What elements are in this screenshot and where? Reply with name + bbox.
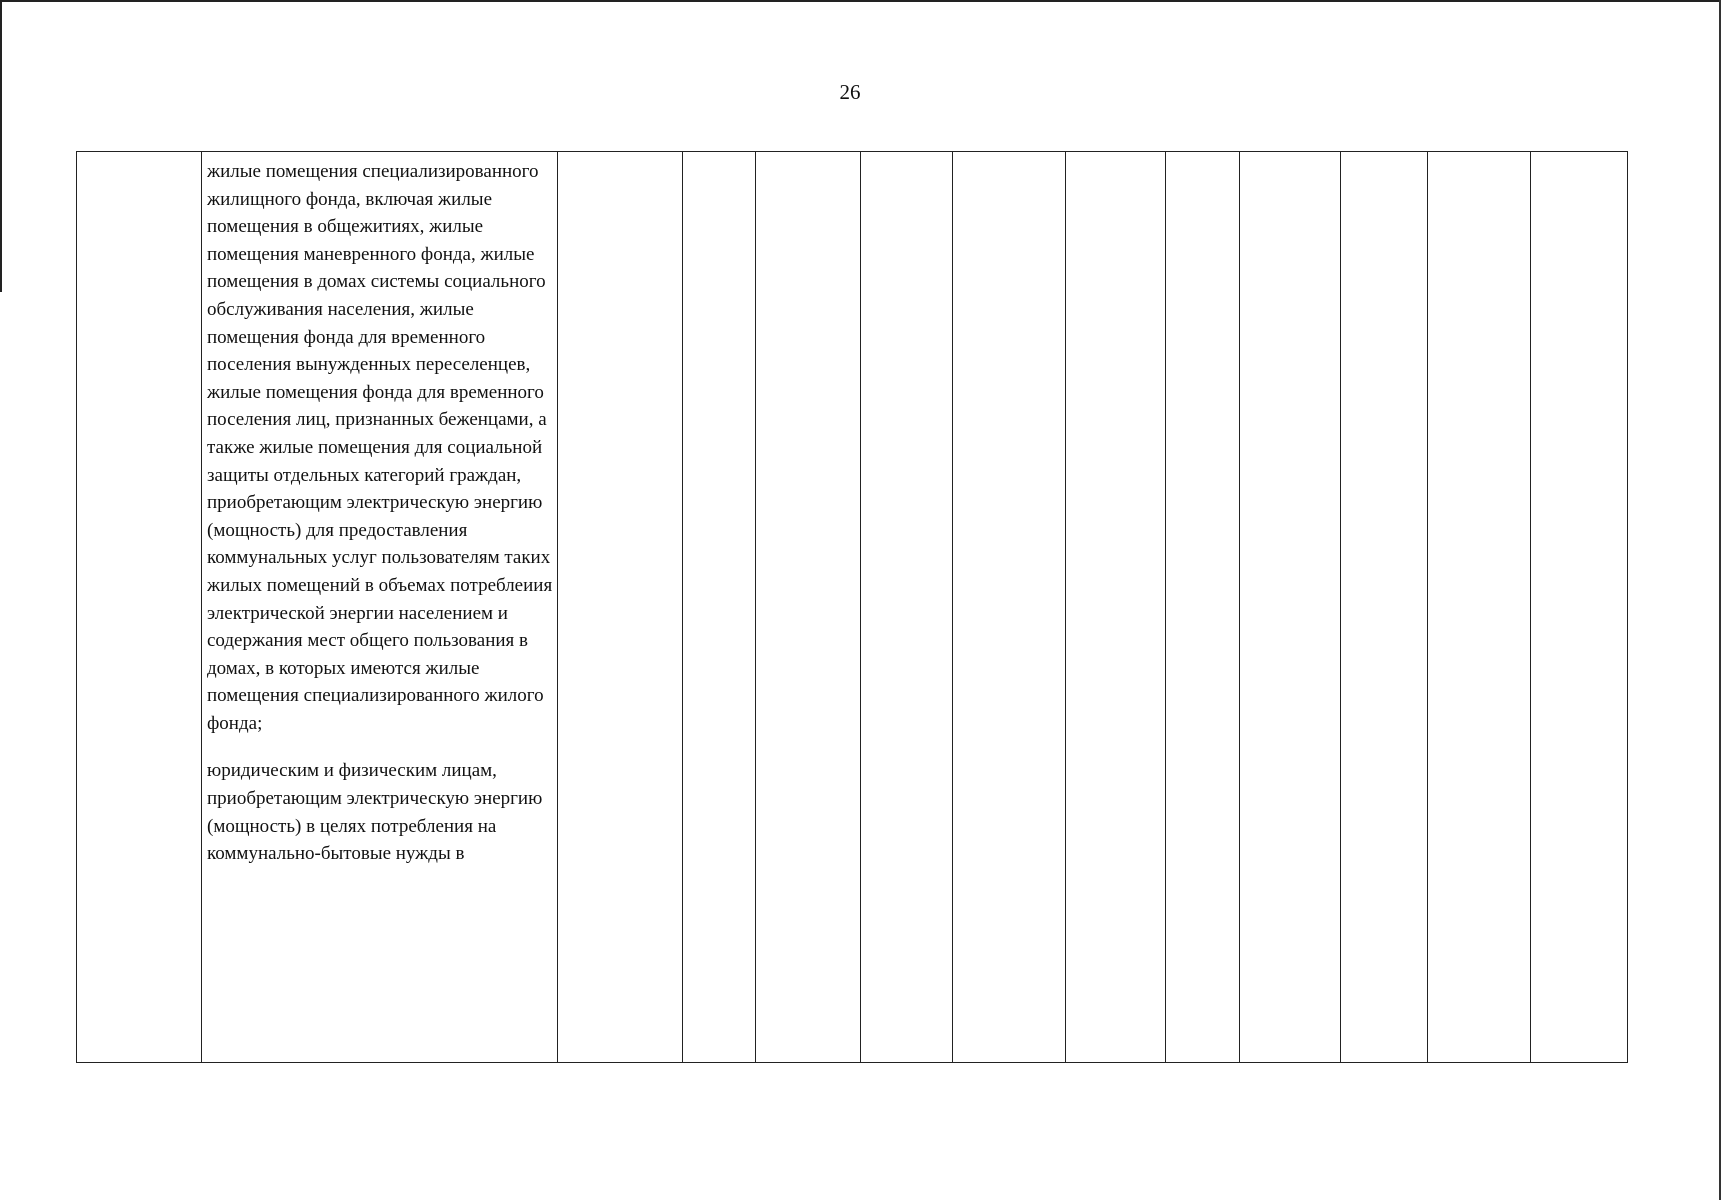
column-divider (755, 152, 756, 1062)
column-divider (682, 152, 683, 1062)
description-cell (207, 152, 555, 868)
column-divider (952, 152, 953, 1062)
column-divider (557, 152, 558, 1062)
column-divider (201, 152, 202, 1062)
scan-edge-left (0, 0, 2, 292)
scan-edge-top (0, 0, 1721, 2)
column-divider (1427, 152, 1428, 1062)
column-divider (1165, 152, 1166, 1062)
column-divider (1530, 152, 1531, 1062)
column-divider (1340, 152, 1341, 1062)
column-divider (860, 152, 861, 1062)
column-divider (1239, 152, 1240, 1062)
table-grid (76, 151, 1628, 1063)
description-paragraph: юридическим и физическим лицам, приобретающим электрическую энергию (мощность) в целях потребления на коммунально-бытовые нужды в (207, 760, 543, 865)
description-paragraph: жилые помещения специализированного жилищного фонда, включая жилые помещения в общежитиях, жилые помещения маневренного фонда, жилые помещения в домах системы социального обслуживания населения, жилые помещения фонда для временного поселения вынужденных переселенцев, жилые помещения фонда для временного поселения лиц, признанных беженцами, а также жилые помещения для социальной защиты отдельных категорий граждан, приобретающим электрическую энергию (мощность) для предоставления коммунальных услуг пользователям таких жилых помещений в объемах потреблеиия электрической энергии населением и содержания мест общего пользования в домах, в которых имеются жилые помещения специализированного жилого фонда; (207, 161, 553, 734)
page-number: 26 (839, 80, 861, 104)
column-divider (1065, 152, 1066, 1062)
